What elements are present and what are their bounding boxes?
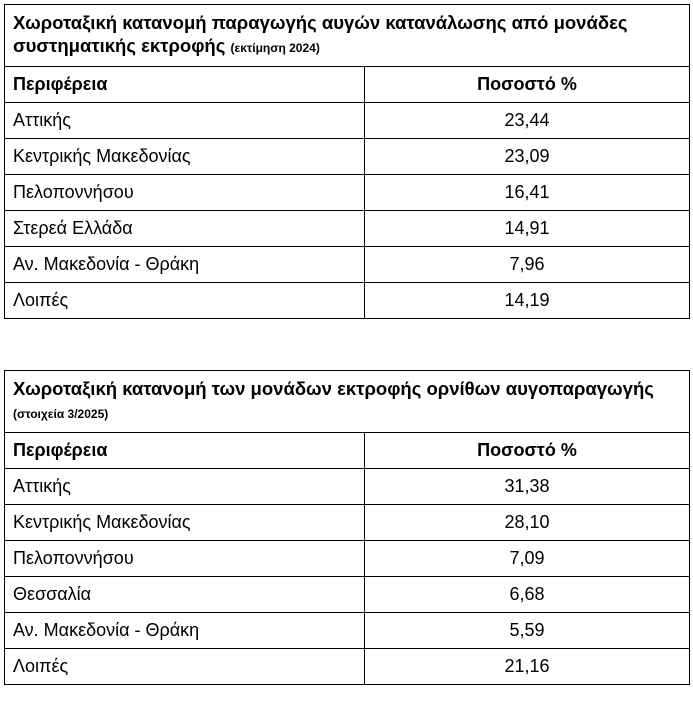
- table-row: [5, 505, 690, 541]
- percent-cell: 28,10: [365, 505, 690, 541]
- region-cell: Λοιπές: [5, 649, 365, 685]
- egg-production-table: [4, 4, 690, 319]
- table-title: [5, 371, 690, 433]
- percent-cell: 31,38: [365, 469, 690, 505]
- percent-cell: 14,91: [365, 211, 690, 247]
- table-row: [5, 577, 690, 613]
- table-header-row: [5, 433, 690, 469]
- percent-cell: 16,41: [365, 175, 690, 211]
- table-title-text: Χωροταξική κατανομή των μονάδων εκτροφής ορνίθων αυγοπαραγωγής: [13, 378, 654, 399]
- table-row: [5, 541, 690, 577]
- table-header-row: [5, 67, 690, 103]
- region-cell: Πελοποννήσου: [5, 175, 365, 211]
- region-cell: Αν. Μακεδονία - Θράκη: [5, 613, 365, 649]
- percent-cell: 23,44: [365, 103, 690, 139]
- laying-hen-units-table: [4, 370, 690, 685]
- region-cell: Θεσσαλία: [5, 577, 365, 613]
- table-title-row: [5, 371, 690, 433]
- region-cell: Αττικής: [5, 469, 365, 505]
- table-row: [5, 613, 690, 649]
- table-title-row: [5, 5, 690, 67]
- region-cell: Κεντρικής Μακεδονίας: [5, 505, 365, 541]
- table-row: [5, 103, 690, 139]
- percent-cell: 23,09: [365, 139, 690, 175]
- percent-cell: 7,09: [365, 541, 690, 577]
- percent-cell: 14,19: [365, 283, 690, 319]
- region-cell: Στερεά Ελλάδα: [5, 211, 365, 247]
- region-cell: Κεντρικής Μακεδονίας: [5, 139, 365, 175]
- table-row: [5, 247, 690, 283]
- column-header-region: Περιφέρεια: [5, 67, 365, 103]
- table-row: [5, 175, 690, 211]
- region-cell: Λοιπές: [5, 283, 365, 319]
- region-cell: Αν. Μακεδονία - Θράκη: [5, 247, 365, 283]
- table-title: [5, 5, 690, 67]
- table-title-note: (στοιχεία 3/2025): [13, 407, 109, 421]
- column-header-percent: Ποσοστό %: [365, 433, 690, 469]
- table-row: [5, 283, 690, 319]
- table-row: [5, 649, 690, 685]
- table-title-text: Χωροταξική κατανομή παραγωγής αυγών κατανάλωσης από μονάδες συστηματικής εκτροφής: [13, 12, 628, 56]
- table-row: [5, 211, 690, 247]
- percent-cell: 21,16: [365, 649, 690, 685]
- percent-cell: 7,96: [365, 247, 690, 283]
- column-header-region: Περιφέρεια: [5, 433, 365, 469]
- region-cell: Αττικής: [5, 103, 365, 139]
- percent-cell: 6,68: [365, 577, 690, 613]
- region-cell: Πελοποννήσου: [5, 541, 365, 577]
- column-header-percent: Ποσοστό %: [365, 67, 690, 103]
- percent-cell: 5,59: [365, 613, 690, 649]
- table-row: [5, 139, 690, 175]
- table-row: [5, 469, 690, 505]
- table-title-note: (εκτίμηση 2024): [230, 41, 320, 55]
